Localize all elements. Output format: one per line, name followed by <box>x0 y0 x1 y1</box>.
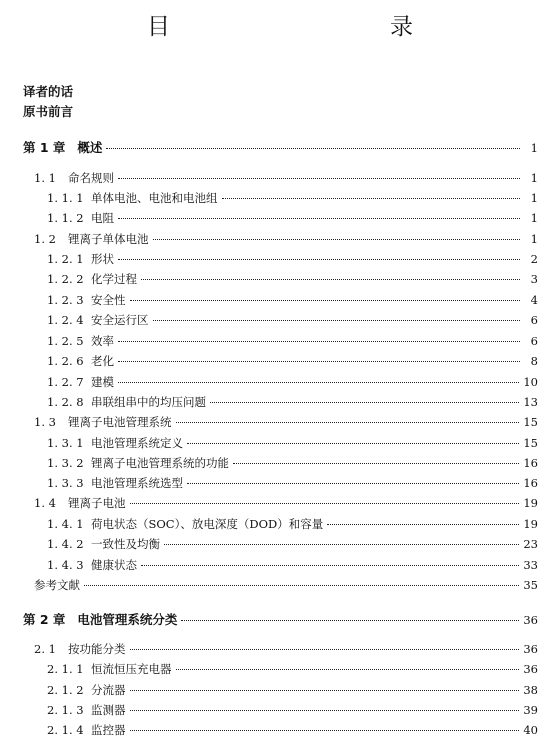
toc-entry-label: 电池管理系统分类 <box>77 612 178 627</box>
toc-entry-page-number: 13 <box>523 395 538 409</box>
toc-entry-page-number: 1 <box>530 141 538 155</box>
dot-leader <box>176 422 520 423</box>
toc-entry[interactable] <box>47 292 538 308</box>
toc-entry-page-number: 19 <box>523 496 538 510</box>
toc-entry-number: 1. 1 <box>34 171 56 185</box>
toc-entry-page-number: 1 <box>530 191 538 205</box>
dot-leader <box>106 148 520 149</box>
toc-entry-page-number: 19 <box>523 517 538 531</box>
dot-leader <box>181 620 519 621</box>
toc-entry[interactable] <box>47 210 538 226</box>
toc-entry-number: 2. 1. 2 <box>47 683 84 697</box>
dot-leader <box>187 443 519 444</box>
toc-entry-page-number: 36 <box>523 662 538 676</box>
toc-entry-number: 1. 3. 1 <box>47 436 84 450</box>
toc-entry[interactable] <box>47 536 538 552</box>
toc-entry[interactable] <box>34 641 538 657</box>
toc-entry-number: 1. 3. 3 <box>47 476 84 490</box>
dot-leader <box>222 198 521 199</box>
dot-leader <box>153 320 521 321</box>
toc-entry-page-number: 15 <box>523 415 538 429</box>
toc-entry-page-number: 38 <box>523 683 538 697</box>
toc-entry-label: 化学过程 <box>91 272 137 286</box>
toc-entry-number: 2. 1. 3 <box>47 703 84 717</box>
toc-entry-page-number: 1 <box>530 211 538 225</box>
toc-entry[interactable] <box>47 333 538 349</box>
toc-entry[interactable] <box>47 271 538 287</box>
toc-entry[interactable] <box>47 702 538 718</box>
toc-entry-label: 电池管理系统选型 <box>91 476 183 490</box>
toc-entry-label: 单体电池、电池和电池组 <box>91 191 218 205</box>
dot-leader <box>153 239 521 240</box>
toc-entry-number: 1. 4. 2 <box>47 537 84 551</box>
toc-entry-number: 第 1 章 <box>23 140 66 155</box>
toc-entry-number: 第 2 章 <box>23 612 66 627</box>
toc-entry-label: 一致性及均衡 <box>91 537 160 551</box>
toc-entry-number: 1. 2. 3 <box>47 293 84 307</box>
toc-entry-label: 锂离子单体电池 <box>68 232 149 246</box>
toc-entry[interactable] <box>47 374 538 390</box>
toc-entry[interactable] <box>47 251 538 267</box>
front-matter-preface: 原书前言 <box>23 104 74 119</box>
toc-entry-number: 1. 2. 7 <box>47 375 84 389</box>
toc-entry-page-number: 15 <box>523 436 538 450</box>
toc-entry-number: 1. 3. 2 <box>47 456 84 470</box>
toc-entry-page-number: 35 <box>523 578 538 592</box>
toc-entry[interactable] <box>47 682 538 698</box>
toc-entry-label: 安全运行区 <box>91 313 149 327</box>
toc-entry[interactable] <box>47 353 538 369</box>
toc-entry-label: 命名规则 <box>68 171 114 185</box>
toc-entry-number: 1. 2. 8 <box>47 395 84 409</box>
dot-leader <box>118 259 520 260</box>
dot-leader <box>130 730 520 731</box>
dot-leader <box>118 218 520 219</box>
toc-entry[interactable] <box>47 722 538 738</box>
toc-entry-label: 监测器 <box>91 703 126 717</box>
toc-entry[interactable] <box>47 516 538 532</box>
toc-entry-label: 锂离子电池管理系统 <box>68 415 172 429</box>
toc-entry-number: 1. 4. 3 <box>47 558 84 572</box>
toc-entry-page-number: 6 <box>530 334 538 348</box>
dot-leader <box>233 463 519 464</box>
toc-entry-number: 1. 3 <box>34 415 56 429</box>
page-title: 目 录 <box>147 14 471 40</box>
toc-entry[interactable] <box>34 231 538 247</box>
dot-leader <box>187 483 519 484</box>
toc-entry[interactable] <box>47 661 538 677</box>
toc-entry-label: 锂离子电池管理系统的功能 <box>91 456 229 470</box>
dot-leader <box>118 361 520 362</box>
toc-entry-label: 分流器 <box>91 683 126 697</box>
toc-entry[interactable] <box>47 455 538 471</box>
dot-leader <box>84 585 519 586</box>
toc-entry[interactable] <box>47 190 538 206</box>
toc-entry-page-number: 39 <box>523 703 538 717</box>
toc-entry-page-number: 16 <box>523 476 538 490</box>
toc-entry-page-number: 6 <box>530 313 538 327</box>
toc-entry[interactable] <box>34 495 538 511</box>
toc-entry-number: 1. 4 <box>34 496 56 510</box>
toc-entry[interactable] <box>34 170 538 186</box>
toc-entry-page-number: 1 <box>530 232 538 246</box>
toc-entry[interactable] <box>47 557 538 573</box>
toc-entry-number: 1. 1. 1 <box>47 191 84 205</box>
toc-entry-page-number: 3 <box>530 272 538 286</box>
toc-entry-label: 监控器 <box>91 723 126 737</box>
toc-entry-number: 2. 1. 4 <box>47 723 84 737</box>
toc-entry[interactable] <box>47 394 538 410</box>
dot-leader <box>130 300 521 301</box>
toc-entry[interactable] <box>47 475 538 491</box>
toc-entry-number: 1. 2. 2 <box>47 272 84 286</box>
toc-entry[interactable] <box>47 312 538 328</box>
toc-entry-page-number: 33 <box>523 558 538 572</box>
toc-chapter-entry[interactable] <box>23 138 538 154</box>
dot-leader <box>118 178 520 179</box>
toc-entry-page-number: 36 <box>523 613 538 627</box>
front-matter-translator-note: 译者的话 <box>23 84 74 99</box>
dot-leader <box>130 710 520 711</box>
toc-entry-page-number: 4 <box>530 293 538 307</box>
toc-entry-number: 2. 1. 1 <box>47 662 84 676</box>
toc-entry-label: 老化 <box>91 354 114 368</box>
toc-entry-page-number: 23 <box>523 537 538 551</box>
dot-leader <box>210 402 519 403</box>
dot-leader <box>141 279 520 280</box>
toc-entry-number: 2. 1 <box>34 642 56 656</box>
toc-entry-number: 1. 4. 1 <box>47 517 84 531</box>
dot-leader <box>118 341 520 342</box>
toc-entry-number: 1. 2 <box>34 232 56 246</box>
toc-entry-page-number: 36 <box>523 642 538 656</box>
toc-entry[interactable] <box>34 414 538 430</box>
toc-entry[interactable] <box>47 435 538 451</box>
toc-chapter-entry[interactable] <box>23 610 538 626</box>
toc-entry-label: 安全性 <box>91 293 126 307</box>
toc-entry-number: 1. 2. 5 <box>47 334 84 348</box>
dot-leader <box>130 649 520 650</box>
toc-entry-label: 荷电状态（SOC）、放电深度（DOD）和容量 <box>91 517 324 531</box>
toc-entry-label: 效率 <box>91 334 114 348</box>
toc-entry-label: 建模 <box>91 375 114 389</box>
toc-entry-label: 锂离子电池 <box>68 496 126 510</box>
dot-leader <box>130 690 520 691</box>
toc-entry-label: 电阻 <box>91 211 114 225</box>
toc-entry-number: 1. 2. 1 <box>47 252 84 266</box>
toc-entry-number: 1. 2. 4 <box>47 313 84 327</box>
toc-entry-number: 1. 2. 6 <box>47 354 84 368</box>
toc-entry-page-number: 1 <box>530 171 538 185</box>
dot-leader <box>141 565 519 566</box>
toc-entry-label: 电池管理系统定义 <box>91 436 183 450</box>
toc-entry-number: 1. 1. 2 <box>47 211 84 225</box>
toc-entry-label: 参考文献 <box>34 578 80 592</box>
toc-entry-label: 串联组串中的均压问题 <box>91 395 206 409</box>
toc-entry-label: 按功能分类 <box>68 642 126 656</box>
dot-leader <box>118 382 519 383</box>
toc-entry-page-number: 2 <box>530 252 538 266</box>
toc-entry-page-number: 10 <box>523 375 538 389</box>
toc-entry-page-number: 40 <box>523 723 538 737</box>
dot-leader <box>130 503 520 504</box>
toc-entry-label: 概述 <box>77 140 103 155</box>
toc-entry[interactable] <box>34 577 538 593</box>
dot-leader <box>164 544 519 545</box>
dot-leader <box>176 669 520 670</box>
toc-entry-label: 健康状态 <box>91 558 137 572</box>
toc-entry-label: 形状 <box>91 252 114 266</box>
toc-entry-page-number: 16 <box>523 456 538 470</box>
toc-entry-page-number: 8 <box>530 354 538 368</box>
dot-leader <box>327 524 519 525</box>
toc-entry-label: 恒流恒压充电器 <box>91 662 172 676</box>
